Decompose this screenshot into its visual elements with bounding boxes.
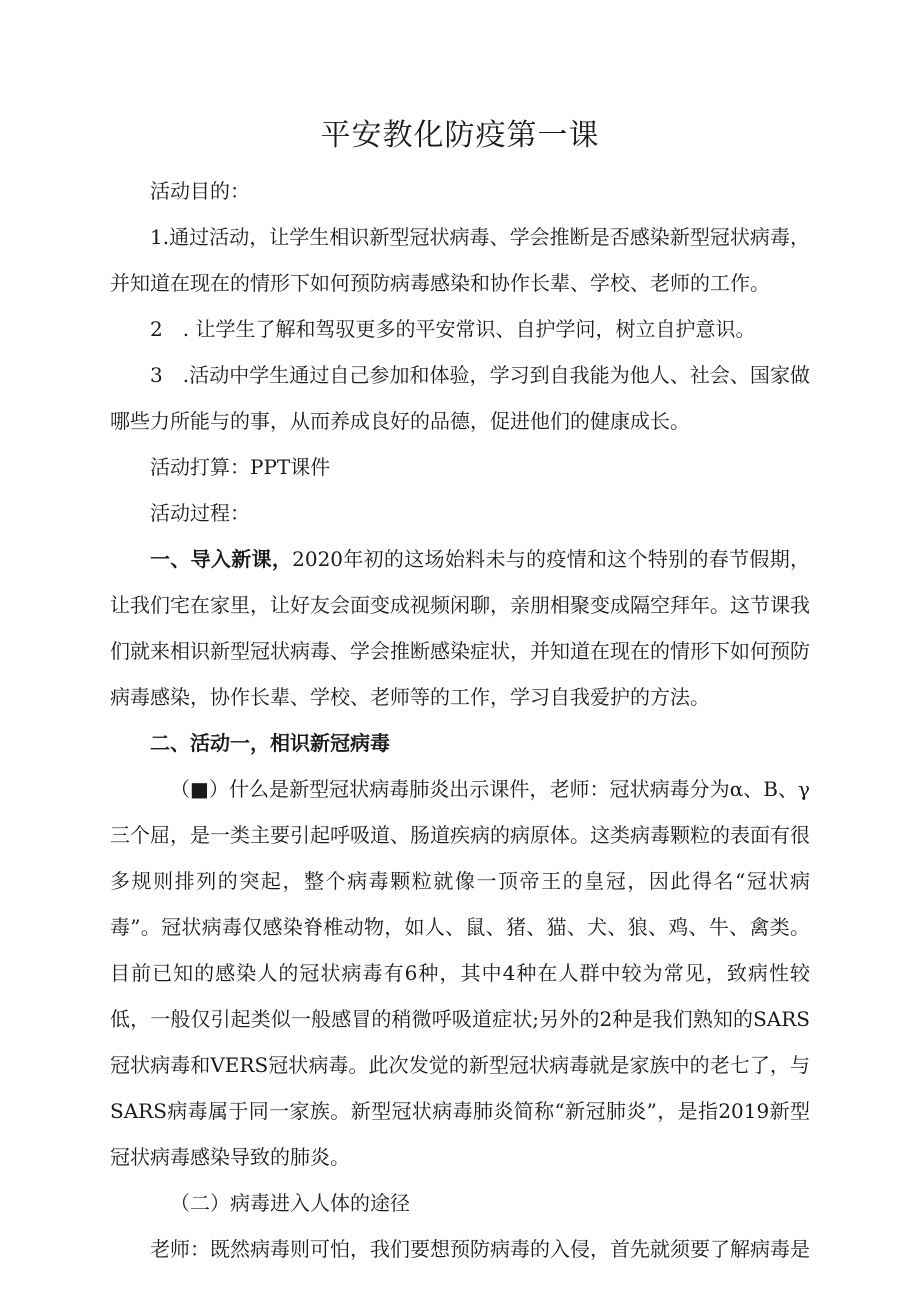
part-2-heading: （二）病毒进入人体的途径 [170, 1191, 410, 1215]
document-body [110, 168, 810, 1272]
objective-2: 2 . 让学生了解和驾驭更多的平安常识、自护学问，树立自护意识。 [150, 317, 756, 341]
document-title: 平安教化防疫第一课 [320, 118, 600, 153]
preparation-line: 活动打算：PPT课件 [150, 455, 331, 479]
section-1-heading: 一、导入新课， [150, 547, 293, 571]
process-label: 活动过程： [150, 501, 250, 525]
part-1-paragraph: （■）什么是新型冠状病毒肺炎出示课件，老师：冠状病毒分为α、Β、γ三个屈，是一类主要引起呼吸道、肠道疾病的病原体。这类病毒颗粒的表面有很多规则排列的突起，整个病毒颗粒就像一顶帝王的皇冠，因此得名“冠状病毒”。冠状病毒仅感染脊椎动物，如人、鼠、猪、猫、犬、狼、鸡、牛、禽类。目前已知的感染人的冠状病毒有6种，其中4种在人群中较为常见，致病性较低，一般仅引起类似一般感冒的稍微呼吸道症状;另外的2种是我们熟知的SARS冠状病毒和VERS冠状病毒。此次发觉的新型冠状病毒就是家族中的老七了，与SARS病毒属于同一家族。新型冠状病毒肺炎简称“新冠肺炎”，是指2019新型冠状病毒感染导致的肺炎。 [110, 777, 810, 1169]
section-1-text: 2020年初的这场始料未与的疫情和这个特别的春节假期，让我们宅在家里，让好友会面变成视频闲聊，亲朋相聚变成隔空拜年。这节课我们就来相识新型冠状病毒、学会推断感染症状，并知道在现在的情形下如何预防病毒感染，协作长辈、学校、老师等的工作，学习自我爱护的方法。 [110, 547, 810, 709]
section-2-heading: 二、活动一，相识新冠病毒 [150, 731, 390, 755]
objective-1: 1.通过活动，让学生相识新型冠状病毒、学会推断是否感染新型冠状病毒，并知道在现在的情形下如何预防病毒感染和协作长辈、学校、老师的工作。 [110, 225, 810, 295]
objective-3: 3 .活动中学生通过自己参加和体验，学习到自我能为他人、社会、国家做哪些力所能与的事，从而养成良好的品德，促进他们的健康成长。 [110, 363, 810, 433]
objective-label: 活动目的： [150, 179, 250, 203]
section-1-paragraph [110, 536, 810, 720]
part-2-paragraph: 老师：既然病毒则可怕，我们要想预防病毒的入侵，首先就须要了解病毒是 [150, 1237, 810, 1261]
